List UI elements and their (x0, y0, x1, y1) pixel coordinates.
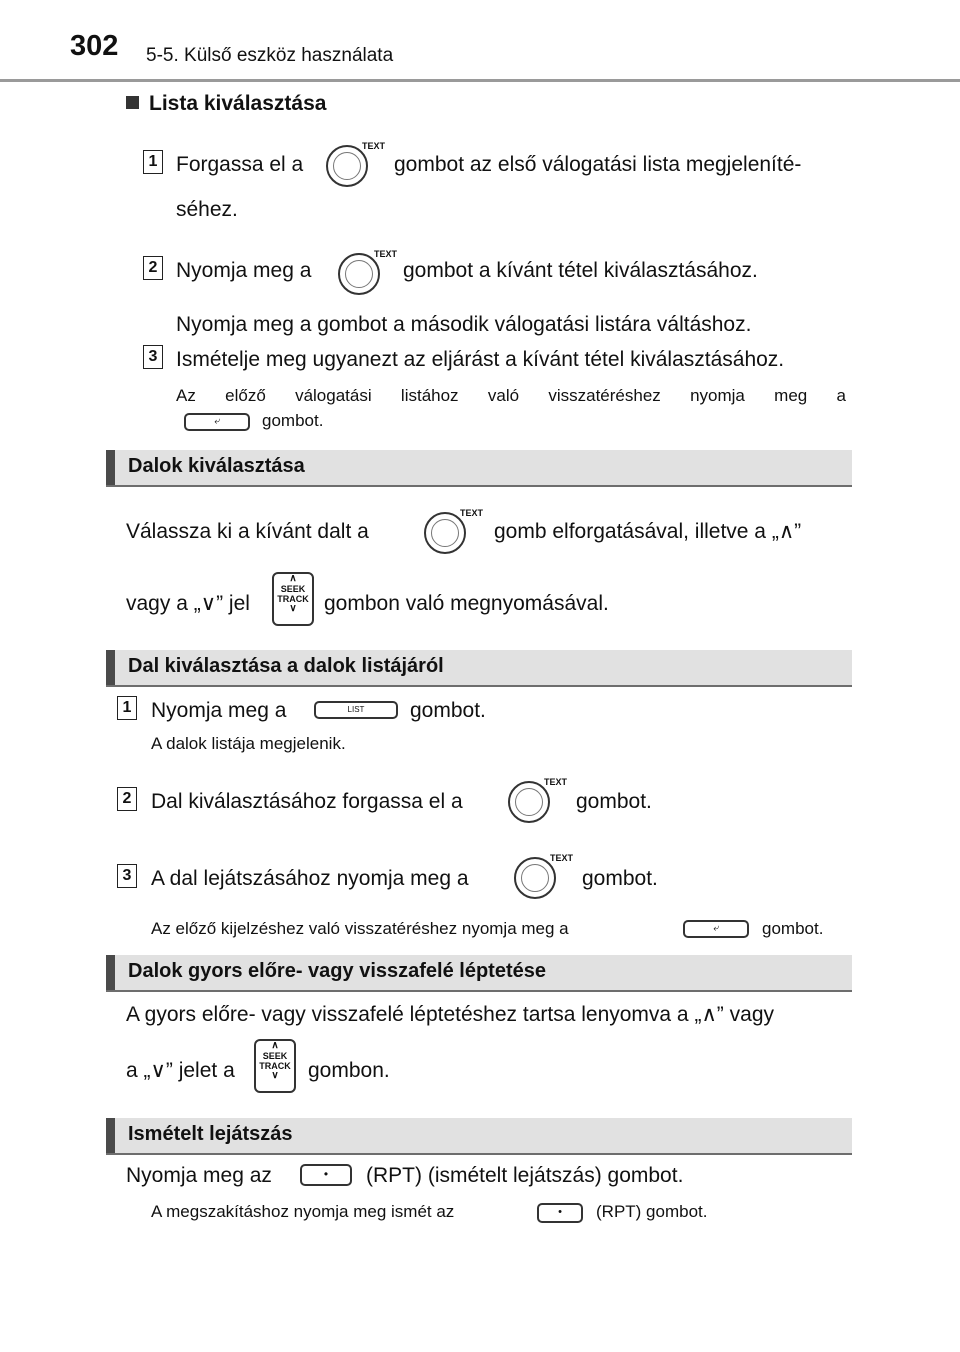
body-text: Nyomja meg az (126, 1164, 272, 1187)
rpt-button-icon: • (300, 1164, 352, 1186)
note-text: gombot. (762, 919, 824, 938)
knob-label: TEXT (544, 777, 568, 787)
step-number: 1 (143, 150, 163, 174)
seek-track-button-icon: ∧ SEEK TRACK ∨ (254, 1039, 296, 1093)
tune-knob-icon (514, 857, 556, 899)
page-number: 302 (70, 30, 119, 62)
seek-track-button-icon: ∧ SEEK TRACK ∨ (272, 572, 314, 626)
step-text: gombot. (582, 867, 658, 890)
body-text: gomb elforgatásával, illetve a „∧” (494, 520, 802, 543)
rpt-button-icon: • (537, 1203, 583, 1223)
step-text: A dal lejátszásához nyomja meg a (151, 867, 469, 890)
tune-knob-icon (338, 253, 380, 295)
section-header-repeat (106, 1118, 852, 1155)
body-text: (RPT) (ismételt lejátszás) gombot. (366, 1164, 684, 1187)
knob-label: TEXT (362, 141, 386, 151)
track-label: TRACK (259, 1061, 291, 1071)
list-button-icon: LIST (314, 701, 398, 719)
knob-label: TEXT (550, 853, 574, 863)
note-text: (RPT) gombot. (596, 1202, 708, 1221)
section-title: Dal kiválasztása a dalok listájáról (128, 655, 444, 677)
step-text: gombot a kívánt tétel kiválasztásához. (403, 259, 758, 282)
track-label: TRACK (277, 594, 309, 604)
header-divider (0, 79, 960, 82)
note-text: A megszakításhoz nyomja meg ismét az (151, 1202, 455, 1221)
body-text: vagy a „∨” jel (126, 592, 250, 615)
back-button-icon: ⤶ (683, 920, 749, 938)
seek-label: SEEK (262, 1051, 288, 1061)
section-title: Ismételt lejátszás (128, 1123, 293, 1145)
step-text: gombot. (576, 790, 652, 813)
step-text: Ismételje meg ugyanezt az eljárást a kívánt tétel kiválasztásához. (176, 348, 785, 371)
subheading-text: Lista kiválasztása (149, 92, 327, 115)
section-header-song-select (106, 450, 852, 487)
section-title: Dalok kiválasztása (128, 455, 305, 477)
step-text: Nyomja meg a gombot a második válogatási listára váltáshoz. (176, 313, 752, 336)
step-number: 2 (117, 787, 137, 811)
knob-label: TEXT (374, 249, 398, 259)
knob-label: TEXT (460, 508, 484, 518)
note-text: A dalok listája megjelenik. (151, 734, 346, 753)
section-title: Dalok gyors előre- vagy visszafelé léptetése (128, 960, 546, 982)
step-text: Nyomja meg a (151, 699, 287, 722)
body-text: gombon való megnyomásával. (324, 592, 609, 615)
step-text: séhez. (176, 198, 238, 221)
seek-label: SEEK (280, 584, 306, 594)
step-text: Dal kiválasztásához forgassa el a (151, 790, 463, 813)
step-number: 3 (143, 345, 163, 369)
chapter-title: 5-5. Külső eszköz használata (146, 45, 394, 66)
step-number: 3 (117, 864, 137, 888)
body-text: A gyors előre- vagy visszafelé léptetéshez tartsa lenyomva a „∧” vagy (126, 1003, 774, 1026)
step-text: gombot. (410, 699, 486, 722)
back-button-icon: ⤶ (184, 413, 250, 431)
tune-knob-icon (326, 145, 368, 187)
step-text: gombot az első válogatási lista megjeleníté- (394, 153, 802, 176)
step-text: Nyomja meg a (176, 259, 312, 282)
body-text: Válassza ki a kívánt dalt a (126, 520, 369, 543)
subheading-list-selection (126, 92, 326, 116)
square-bullet-icon (126, 96, 139, 109)
section-header-song-list (106, 650, 852, 687)
note-text: Az előző kijelzéshez való visszatéréshez nyomja meg a (151, 919, 569, 938)
step-text: Forgassa el a (176, 153, 304, 176)
body-text: a „∨” jelet a (126, 1059, 235, 1082)
note-text: Az előző válogatási listához való visszatéréshez nyomja meg a (176, 386, 846, 405)
tune-knob-icon (508, 781, 550, 823)
body-text: gombon. (308, 1059, 390, 1082)
note-text: gombot. (262, 411, 324, 430)
step-number: 1 (117, 696, 137, 720)
tune-knob-icon (424, 512, 466, 554)
section-header-fast-forward (106, 955, 852, 992)
step-number: 2 (143, 256, 163, 280)
